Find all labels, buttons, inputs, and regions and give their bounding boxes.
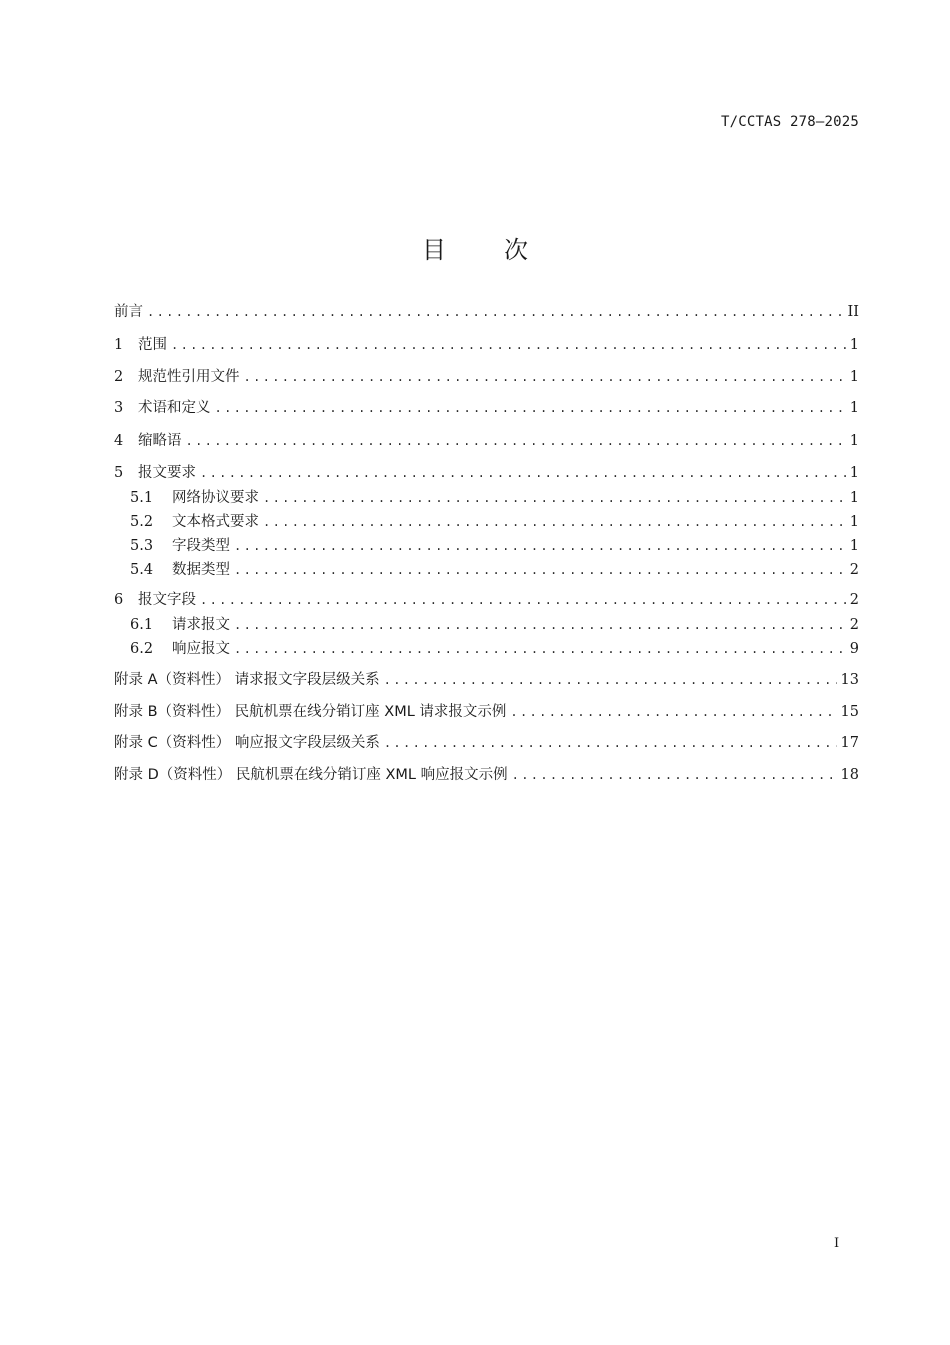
toc-entry-appendix-a[interactable]	[114, 670, 859, 690]
toc-leader-dots	[384, 670, 837, 690]
toc-entry-number: 6.2	[130, 641, 154, 657]
toc-entry-6[interactable]	[114, 590, 859, 610]
toc-entry-appendix-b[interactable]	[114, 702, 859, 722]
toc-entry-label: 响应报文	[172, 641, 230, 657]
toc-leader-dots	[200, 463, 846, 483]
document-code: T/CCTAS 278—2025	[720, 114, 859, 130]
toc-entry-label: 附录 D（资料性） 民航机票在线分销订座 XML 响应报文示例	[114, 767, 508, 783]
toc-leader-dots	[234, 615, 846, 635]
toc-entry-label: 报文要求	[138, 465, 196, 481]
toc-leader-dots	[510, 702, 836, 722]
toc-entry-label: 网络协议要求	[172, 490, 259, 506]
toc-leader-dots	[200, 590, 846, 610]
toc-entry-number: 5.2	[130, 514, 154, 530]
toc-entry-number: 1	[114, 337, 124, 353]
toc-entry-number: 5.4	[130, 562, 154, 578]
toc-entry-label: 附录 B（资料性） 民航机票在线分销订座 XML 请求报文示例	[114, 704, 507, 720]
toc-entry-page: 15	[840, 704, 859, 720]
page-number: I	[834, 1236, 840, 1251]
toc-entry-page: 2	[849, 562, 859, 578]
toc-leader-dots	[263, 512, 846, 532]
toc-entry-4[interactable]	[114, 431, 859, 451]
toc-leader-dots	[263, 488, 846, 508]
toc-entry-number: 2	[114, 369, 124, 385]
toc-entry-page: 1	[849, 465, 859, 481]
toc-leader-dots	[186, 431, 846, 451]
toc-entry-label: 请求报文	[172, 617, 230, 633]
toc-leader-dots	[171, 335, 846, 355]
toc-entry-label: 附录 A（资料性） 请求报文字段层级关系	[114, 672, 380, 688]
toc-title: 目次	[422, 236, 586, 264]
toc-entry-5-3[interactable]	[130, 536, 859, 556]
toc-entry-page: 1	[849, 490, 859, 506]
toc-entry-5-4[interactable]	[130, 560, 859, 580]
toc-entry-appendix-d[interactable]	[114, 765, 859, 785]
toc-entry-label: 术语和定义	[138, 400, 211, 416]
toc-entry-page: 17	[840, 735, 859, 751]
toc-entry-page: 9	[849, 641, 859, 657]
toc-entry-number: 5.3	[130, 538, 154, 554]
toc-entry-appendix-c[interactable]	[114, 733, 859, 753]
toc-entry-1[interactable]	[114, 335, 859, 355]
toc-entry-number: 6	[114, 592, 124, 608]
toc-entry-5-2[interactable]	[130, 512, 859, 532]
toc-leader-dots	[512, 765, 837, 785]
toc-entry-number: 6.1	[130, 617, 154, 633]
toc-entry-label: 附录 C（资料性） 响应报文字段层级关系	[114, 735, 380, 751]
toc-entry-page: 1	[849, 433, 859, 449]
toc-leader-dots	[384, 733, 837, 753]
toc-entry-6-1[interactable]	[130, 615, 859, 635]
toc-leader-dots	[234, 639, 846, 659]
toc-entry-page: 13	[840, 672, 859, 688]
toc-entry-page: 1	[849, 538, 859, 554]
toc-entry-6-2[interactable]	[130, 639, 859, 659]
toc-entry-label: 文本格式要求	[172, 514, 259, 530]
toc-entry-page: 1	[849, 337, 859, 353]
toc-entry-number: 5.1	[130, 490, 154, 506]
toc-entry-page: 2	[849, 592, 859, 608]
toc-leader-dots	[244, 367, 846, 387]
toc-entry-label: 规范性引用文件	[138, 369, 240, 385]
toc-entry-page: 1	[849, 369, 859, 385]
toc-entry-label: 报文字段	[138, 592, 196, 608]
toc-entry-preface[interactable]	[114, 302, 859, 322]
toc-leader-dots	[234, 536, 846, 556]
toc-entry-label: 范围	[138, 337, 167, 353]
toc-entry-3[interactable]	[114, 398, 859, 418]
toc-leader-dots	[234, 560, 846, 580]
toc-entry-5-1[interactable]	[130, 488, 859, 508]
toc-entry-page: 18	[840, 767, 859, 783]
toc-entry-label: 数据类型	[172, 562, 230, 578]
toc-leader-dots	[215, 398, 846, 418]
toc-entry-label: 字段类型	[172, 538, 230, 554]
toc-entry-number: 5	[114, 465, 124, 481]
toc-entry-page: 2	[849, 617, 859, 633]
toc-entry-page: 1	[849, 400, 859, 416]
toc-entry-label: 前言	[114, 304, 143, 320]
toc-entry-2[interactable]	[114, 367, 859, 387]
toc-entry-page: 1	[849, 514, 859, 530]
toc-leader-dots	[147, 302, 844, 322]
toc-entry-number: 3	[114, 400, 124, 416]
toc-entry-number: 4	[114, 433, 124, 449]
toc-entry-5[interactable]	[114, 463, 859, 483]
toc-entry-label: 缩略语	[138, 433, 182, 449]
toc-entry-page: II	[847, 304, 859, 320]
